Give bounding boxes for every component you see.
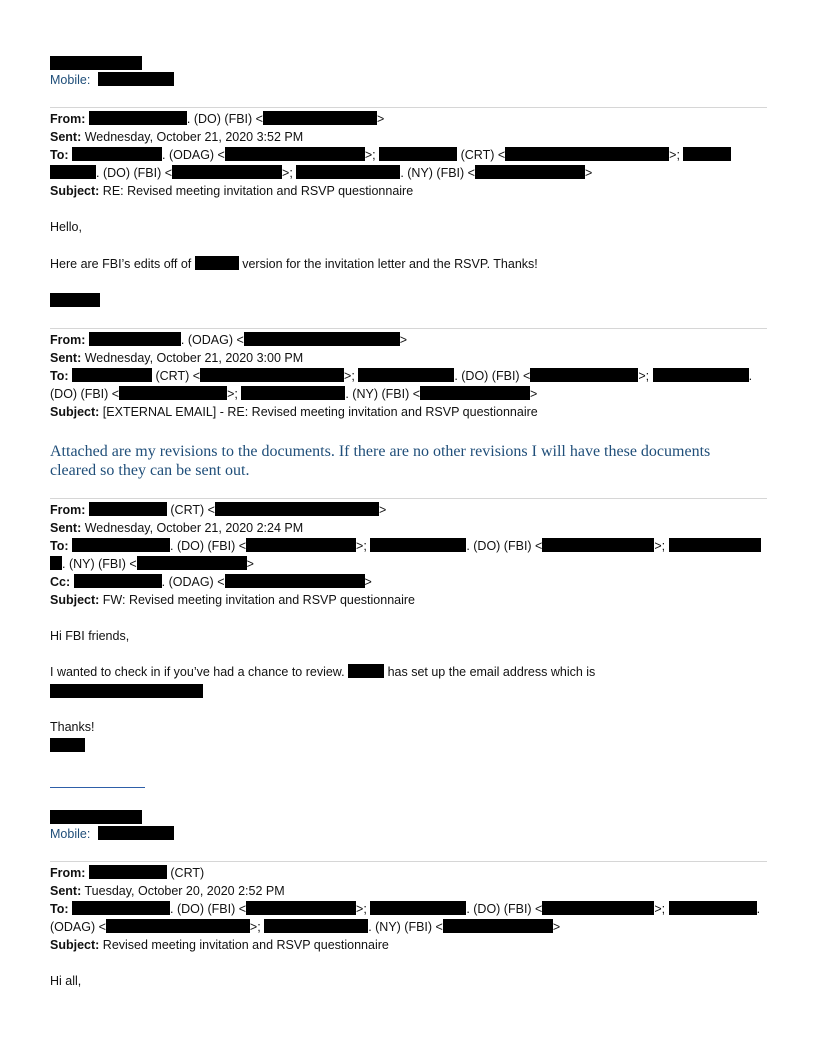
sent-label: Sent: bbox=[50, 351, 82, 365]
redacted-name bbox=[195, 256, 239, 270]
subject-value: [EXTERNAL EMAIL] - RE: Revised meeting invitation and RSVP questionnaire bbox=[102, 405, 538, 419]
to-org: . (DO) (FBI) < bbox=[96, 166, 173, 180]
mobile-label: Mobile: bbox=[50, 73, 91, 87]
email-body-line: cleared so they can be sent out. bbox=[50, 462, 250, 479]
to-sep: >; bbox=[356, 539, 367, 553]
email-greeting: Hi all, bbox=[50, 974, 82, 988]
sent-line bbox=[50, 129, 303, 146]
sent-label: Sent: bbox=[50, 884, 82, 898]
bracket-close: > bbox=[378, 503, 387, 517]
to-org: . (DO) (FBI) < bbox=[466, 539, 543, 553]
redacted-name bbox=[89, 332, 181, 346]
redacted-name bbox=[50, 556, 62, 570]
from-label: From: bbox=[50, 866, 86, 880]
from-org: (CRT) < bbox=[166, 503, 215, 517]
subject-label: Subject: bbox=[50, 938, 100, 952]
to-org: . (DO) (FBI) < bbox=[466, 902, 543, 916]
redacted-email bbox=[225, 147, 365, 161]
to-line bbox=[50, 368, 752, 385]
body-text: I wanted to check in if you’ve had a chance to review. bbox=[50, 665, 349, 679]
to-org: (CRT) < bbox=[457, 148, 506, 162]
to-org: . (NY) (FBI) < bbox=[62, 557, 137, 571]
to-line bbox=[50, 901, 760, 918]
sent-value: Wednesday, October 21, 2020 3:00 PM bbox=[84, 351, 304, 365]
subject-value: Revised meeting invitation and RSVP questionnaire bbox=[102, 938, 389, 952]
redacted-name bbox=[72, 538, 170, 552]
to-sep: >; bbox=[344, 369, 355, 383]
to-line-cont bbox=[50, 386, 537, 403]
to-label: To: bbox=[50, 539, 69, 553]
redacted-mobile-number bbox=[98, 826, 174, 840]
bracket-close: > bbox=[364, 575, 372, 589]
from-line bbox=[50, 865, 204, 882]
redacted-email bbox=[106, 919, 250, 933]
from-org: . (ODAG) < bbox=[180, 333, 244, 347]
redacted-name bbox=[669, 901, 757, 915]
redacted-email bbox=[172, 165, 282, 179]
to-dot: . bbox=[748, 369, 753, 383]
redacted-signature bbox=[50, 738, 85, 752]
to-org: . (ODAG) < bbox=[162, 148, 225, 162]
to-label: To: bbox=[50, 148, 69, 162]
bracket-close: > bbox=[552, 920, 561, 934]
sent-value: Tuesday, October 20, 2020 2:52 PM bbox=[84, 884, 285, 898]
redacted-name bbox=[89, 502, 167, 516]
redacted-name bbox=[669, 538, 761, 552]
sent-line bbox=[50, 350, 303, 367]
to-dot: . bbox=[756, 902, 761, 916]
to-org: (CRT) < bbox=[152, 369, 201, 383]
to-sep: >; bbox=[356, 902, 367, 916]
email-body bbox=[50, 664, 595, 681]
redacted-signature-name bbox=[50, 56, 142, 70]
to-sep: >; bbox=[654, 539, 666, 553]
from-org: . (DO) (FBI) < bbox=[186, 112, 263, 126]
sent-value: Wednesday, October 21, 2020 2:24 PM bbox=[84, 521, 304, 535]
body-text: has set up the email address which is bbox=[384, 665, 596, 679]
to-org: . (DO) (FBI) < bbox=[454, 369, 531, 383]
from-label: From: bbox=[50, 333, 86, 347]
redacted-name bbox=[72, 368, 152, 382]
redacted-name bbox=[358, 368, 454, 382]
redacted-name bbox=[379, 147, 457, 161]
redacted-email bbox=[505, 147, 669, 161]
redacted-email bbox=[246, 901, 356, 915]
from-line bbox=[50, 332, 407, 349]
divider bbox=[50, 498, 767, 499]
redacted-name bbox=[89, 111, 187, 125]
to-label: To: bbox=[50, 369, 69, 383]
email-body bbox=[50, 256, 538, 273]
to-sep: >; bbox=[249, 920, 261, 934]
redacted-signature-name bbox=[50, 810, 142, 824]
subject-line bbox=[50, 592, 415, 609]
bracket-close: > bbox=[399, 333, 408, 347]
redacted-email bbox=[420, 386, 530, 400]
to-org: . (NY) (FBI) < bbox=[345, 387, 421, 401]
signature-separator bbox=[50, 787, 145, 788]
divider bbox=[50, 861, 767, 862]
to-line bbox=[50, 538, 761, 555]
redacted-name bbox=[72, 901, 170, 915]
redacted-name bbox=[264, 919, 368, 933]
closing-thanks: Thanks! bbox=[50, 720, 95, 734]
sent-label: Sent: bbox=[50, 521, 82, 535]
cc-org: . (ODAG) < bbox=[161, 575, 225, 589]
redacted-email bbox=[443, 919, 553, 933]
redacted-email bbox=[246, 538, 356, 552]
redacted-signature bbox=[50, 293, 100, 307]
subject-line bbox=[50, 183, 413, 200]
body-text: Here are FBI’s edits off of bbox=[50, 257, 195, 271]
redacted-name bbox=[653, 368, 749, 382]
to-line-cont bbox=[50, 165, 592, 182]
bracket-close: > bbox=[584, 166, 593, 180]
redacted-name bbox=[296, 165, 400, 179]
cc-line bbox=[50, 574, 372, 591]
redacted-name bbox=[370, 901, 466, 915]
redacted-email bbox=[244, 332, 400, 346]
from-label: From: bbox=[50, 503, 86, 517]
to-org: . (DO) (FBI) < bbox=[170, 902, 247, 916]
sent-value: Wednesday, October 21, 2020 3:52 PM bbox=[84, 130, 304, 144]
redacted-mobile-number bbox=[98, 72, 174, 86]
bracket-close: > bbox=[376, 112, 385, 126]
to-label: To: bbox=[50, 902, 69, 916]
subject-line bbox=[50, 937, 389, 954]
mobile-line bbox=[50, 72, 174, 89]
redacted-email bbox=[119, 386, 227, 400]
subject-line bbox=[50, 404, 538, 421]
email-greeting: Hi FBI friends, bbox=[50, 629, 130, 643]
redacted-name bbox=[72, 147, 162, 161]
subject-label: Subject: bbox=[50, 184, 100, 198]
to-sep: >; bbox=[227, 387, 238, 401]
to-line bbox=[50, 147, 731, 164]
to-line-cont bbox=[50, 919, 560, 936]
redacted-name bbox=[348, 664, 384, 678]
redacted-email bbox=[200, 368, 344, 382]
redacted-name bbox=[74, 574, 162, 588]
to-sep: >; bbox=[638, 369, 650, 383]
redacted-name bbox=[50, 165, 96, 179]
email-greeting: Hello, bbox=[50, 220, 82, 234]
redacted-email bbox=[542, 901, 654, 915]
sent-line bbox=[50, 883, 285, 900]
redacted-email bbox=[530, 368, 638, 382]
redacted-email bbox=[215, 502, 379, 516]
mobile-label: Mobile: bbox=[50, 827, 91, 841]
from-label: From: bbox=[50, 112, 86, 126]
sent-line bbox=[50, 520, 303, 537]
redacted-name bbox=[370, 538, 466, 552]
redacted-email-address bbox=[50, 684, 203, 698]
redacted-name bbox=[683, 147, 731, 161]
to-org: (DO) (FBI) < bbox=[50, 387, 120, 401]
cc-label: Cc: bbox=[50, 575, 71, 589]
to-sep: >; bbox=[654, 902, 666, 916]
to-org: . (NY) (FBI) < bbox=[368, 920, 443, 934]
redacted-email bbox=[542, 538, 654, 552]
to-sep: >; bbox=[364, 148, 376, 162]
to-org: . (NY) (FBI) < bbox=[400, 166, 475, 180]
body-text: version for the invitation letter and the RSVP. Thanks! bbox=[238, 257, 538, 271]
redacted-name bbox=[241, 386, 345, 400]
email-body-line: Attached are my revisions to the documents. If there are no other revisions I will have these documents bbox=[50, 443, 711, 460]
from-line bbox=[50, 502, 386, 519]
redacted-email bbox=[225, 574, 365, 588]
to-sep: >; bbox=[669, 148, 680, 162]
to-line-cont bbox=[50, 556, 254, 573]
subject-value: RE: Revised meeting invitation and RSVP questionnaire bbox=[102, 184, 414, 198]
subject-label: Subject: bbox=[50, 405, 100, 419]
divider bbox=[50, 107, 767, 108]
redacted-email bbox=[475, 165, 585, 179]
to-org: (ODAG) < bbox=[50, 920, 106, 934]
redacted-name bbox=[89, 865, 167, 879]
sent-label: Sent: bbox=[50, 130, 82, 144]
redacted-email bbox=[137, 556, 247, 570]
subject-label: Subject: bbox=[50, 593, 100, 607]
mobile-line bbox=[50, 826, 174, 843]
subject-value: FW: Revised meeting invitation and RSVP questionnaire bbox=[102, 593, 416, 607]
from-org: (CRT) bbox=[166, 866, 205, 880]
redacted-email bbox=[263, 111, 377, 125]
to-org: . (DO) (FBI) < bbox=[170, 539, 247, 553]
from-line bbox=[50, 111, 384, 128]
bracket-close: > bbox=[246, 557, 254, 571]
divider bbox=[50, 328, 767, 329]
to-sep: >; bbox=[282, 166, 293, 180]
bracket-close: > bbox=[530, 387, 538, 401]
